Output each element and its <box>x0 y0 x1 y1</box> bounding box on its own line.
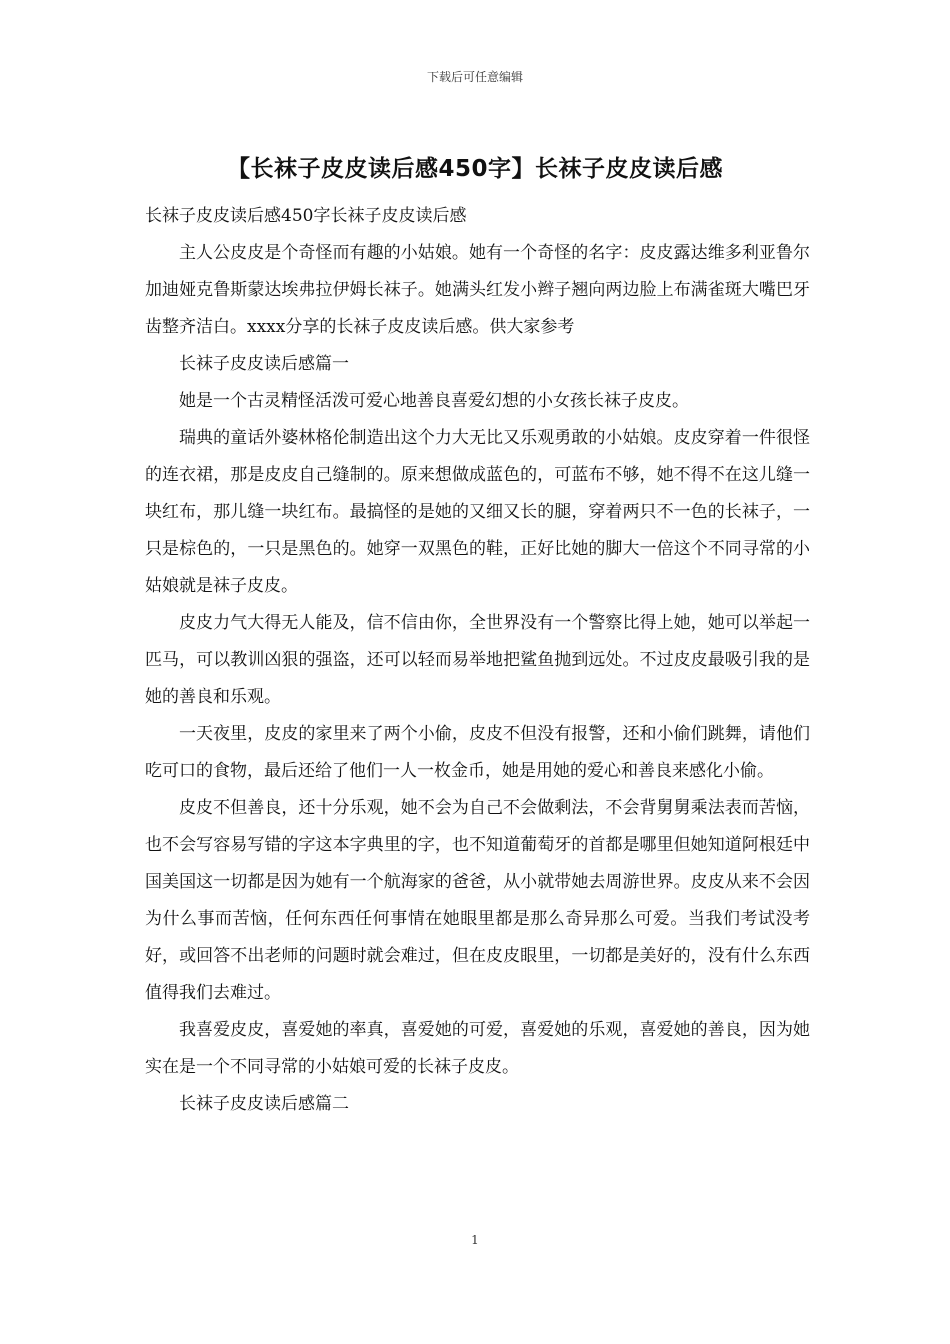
body-paragraph: 我喜爱皮皮，喜爱她的率真，喜爱她的可爱，喜爱她的乐观，喜爱她的善良，因为她实在是一个不同寻常的小姑娘可爱的长袜子皮皮。 <box>145 1020 810 1077</box>
section-heading-2: 长袜子皮皮读后感篇二 <box>179 1094 349 1114</box>
body-paragraph: 皮皮不但善良，还十分乐观，她不会为自己不会做剩法，不会背舅舅乘法表而苦恼，也不会写容易写错的字这本字典里的字，也不知道葡萄牙的首都是哪里但她知道阿根廷中国美国这一切都是因为她有一个航海家的爸爸，从小就带她去周游世界。皮皮从来不会因为什么事而苦恼，任何东西任何事情在她眼里都是那么奇异那么可爱。当我们考试没考好，或回答不出老师的问题时就会难过，但在皮皮眼里，一切都是美好的，没有什么东西值得我们去难过。 <box>145 798 810 1003</box>
page-header-note: 下载后可任意编辑 <box>426 70 523 84</box>
body-paragraph: 一天夜里，皮皮的家里来了两个小偷，皮皮不但没有报警，还和小偷们跳舞，请他们吃可口的食物，最后还给了他们一人一枚金币，她是用她的爱心和善良来感化小偷。 <box>145 724 810 781</box>
section-heading-1: 长袜子皮皮读后感篇一 <box>179 354 349 374</box>
document-title: 【长袜子皮皮读后感450字】长袜子皮皮读后感 <box>226 156 723 182</box>
document-body <box>145 198 810 1123</box>
intro-paragraph: 主人公皮皮是个奇怪而有趣的小姑娘。她有一个奇怪的名字：皮皮露达维多利亚鲁尔加迪娅克鲁斯蒙达埃弗拉伊姆长袜子。她满头红发小辫子翘向两边脸上布满雀斑大嘴巴牙齿整齐洁白。xxxx分享的长袜子皮皮读后感。供大家参考 <box>145 243 810 337</box>
body-paragraph: 瑞典的童话外婆林格伦制造出这个力大无比又乐观勇敢的小姑娘。皮皮穿着一件很怪的连衣裙，那是皮皮自己缝制的。原来想做成蓝色的，可蓝布不够，她不得不在这儿缝一块红布，那儿缝一块红布。最搞怪的是她的又细又长的腿，穿着两只不一色的长袜子，一只是棕色的，一只是黑色的。她穿一双黑色的鞋，正好比她的脚大一倍这个不同寻常的小姑娘就是袜子皮皮。 <box>145 428 810 596</box>
page-number: 1 <box>471 1233 479 1247</box>
body-paragraph: 皮皮力气大得无人能及，信不信由你，全世界没有一个警察比得上她，她可以举起一匹马，可以教训凶狠的强盗，还可以轻而易举地把鲨鱼抛到远处。不过皮皮最吸引我的是她的善良和乐观。 <box>145 613 810 707</box>
body-paragraph: 她是一个古灵精怪活泼可爱心地善良喜爱幻想的小女孩长袜子皮皮。 <box>179 391 689 411</box>
subtitle-paragraph: 长袜子皮皮读后感450字长袜子皮皮读后感 <box>145 206 467 226</box>
